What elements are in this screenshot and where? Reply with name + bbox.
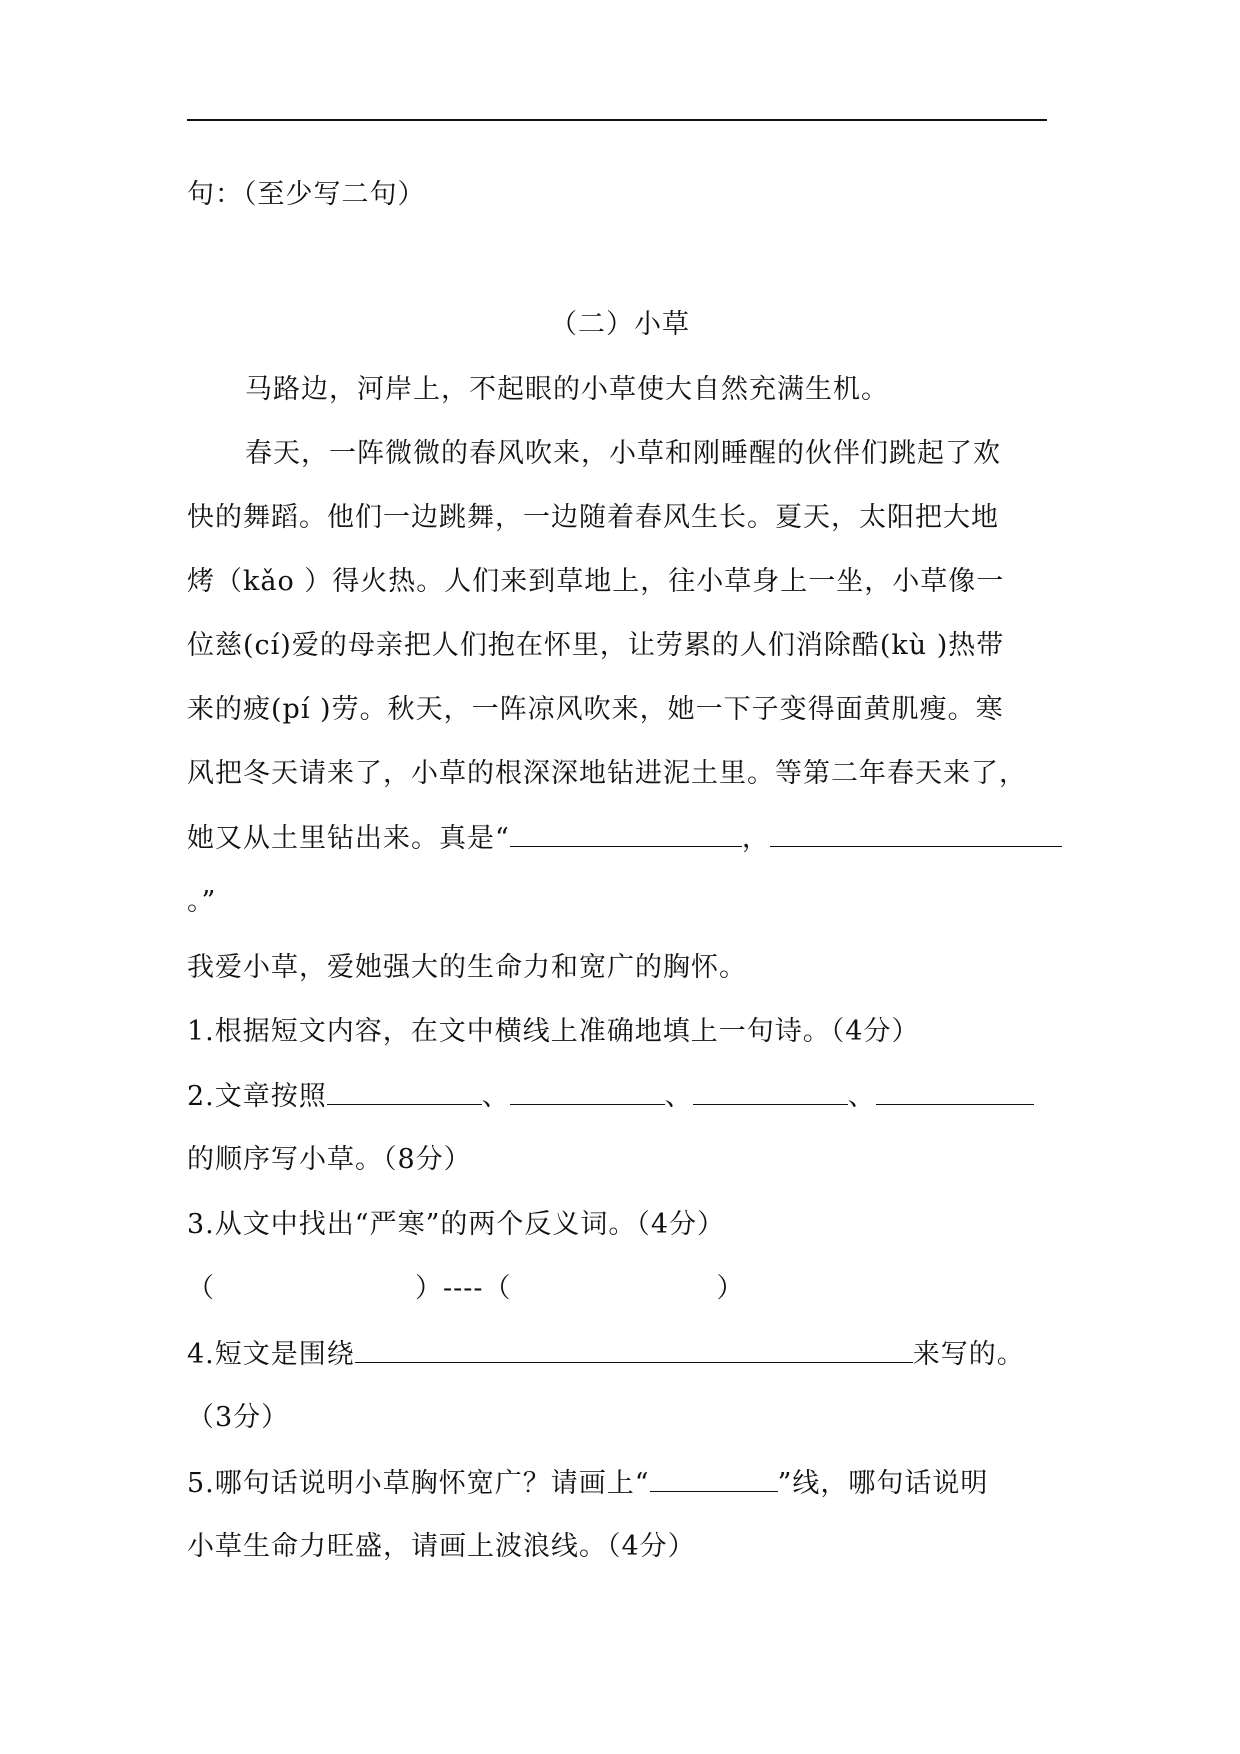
close-paren: ） [716,1273,745,1304]
question-2-continued: 的顺序写小草。（8分） [187,1144,472,1175]
passage-line: 烤（kǎo ）得火热。人们来到草地上，往小草身上一坐，小草像一 [187,566,1005,597]
underline-sample [650,1465,778,1492]
section-title: （二）小草 [550,309,690,340]
comma: ， [741,823,770,854]
answer-line-top [187,119,1047,121]
passage-line: 来的疲(pí )劳。秋天，一阵凉风吹来，她一下子变得面黄肌瘦。寒 [187,694,1004,725]
question-5-text: 5.哪句话说明小草胸怀宽广？请画上“ [187,1468,650,1499]
question-5-text-tail: ”线，哪句话说明 [777,1468,989,1499]
question-2-text: 2.文章按照 [187,1081,327,1112]
question-4-text: 4.短文是围绕 [187,1339,355,1370]
question-4-score: （3分） [187,1402,290,1433]
question-1: 1.根据短文内容，在文中横线上准确地填上一句诗。（4分） [187,1016,920,1047]
passage-line: 春天，一阵微微的春风吹来，小草和刚睡醒的伙伴们跳起了欢 [245,438,1001,469]
open-paren: （ [187,1273,215,1304]
question-3: 3.从文中找出“严寒”的两个反义词。（4分） [187,1209,726,1240]
poem-blank-2[interactable] [770,820,1062,847]
answer-blank[interactable] [876,1078,1034,1105]
passage-text: 她又从土里钻出来。真是“ [187,823,510,854]
question-3-answer-row [187,1271,745,1307]
passage-line: 风把冬天请来了，小草的根深深地钻进泥土里。等第二年春天来了， [187,758,1027,789]
separator: 、 [481,1081,510,1112]
question-5-continued: 小草生命力旺盛，请画上波浪线。（4分） [187,1531,696,1562]
answer-blank[interactable] [510,1078,665,1105]
answer-blank[interactable] [693,1078,848,1105]
passage-paragraph-3: 我爱小草，爱她强大的生命力和宽广的胸怀。 [187,952,747,983]
paren-dash: ）----（ [415,1273,512,1304]
question-2 [187,1078,1034,1115]
passage-line: 。” [187,886,217,917]
passage-line: 快的舞蹈。他们一边跳舞，一边随着春风生长。夏天，太阳把大地 [187,502,999,533]
question-4 [187,1336,1025,1373]
passage-paragraph-1: 马路边，河岸上，不起眼的小草使大自然充满生机。 [245,374,889,405]
passage-line-with-blank [187,820,1062,857]
answer-blank[interactable] [327,1078,482,1105]
separator: 、 [847,1081,876,1112]
passage-line: 位慈(cí)爱的母亲把人们抱在怀里，让劳累的人们消除酷(kù )热带 [187,630,1005,661]
previous-question-hint: 句：（至少写二句） [187,179,426,210]
question-5 [187,1465,988,1502]
question-4-tail: 来写的。 [912,1339,1025,1370]
poem-blank-1[interactable] [510,820,742,847]
separator: 、 [664,1081,693,1112]
answer-blank[interactable] [355,1336,913,1363]
